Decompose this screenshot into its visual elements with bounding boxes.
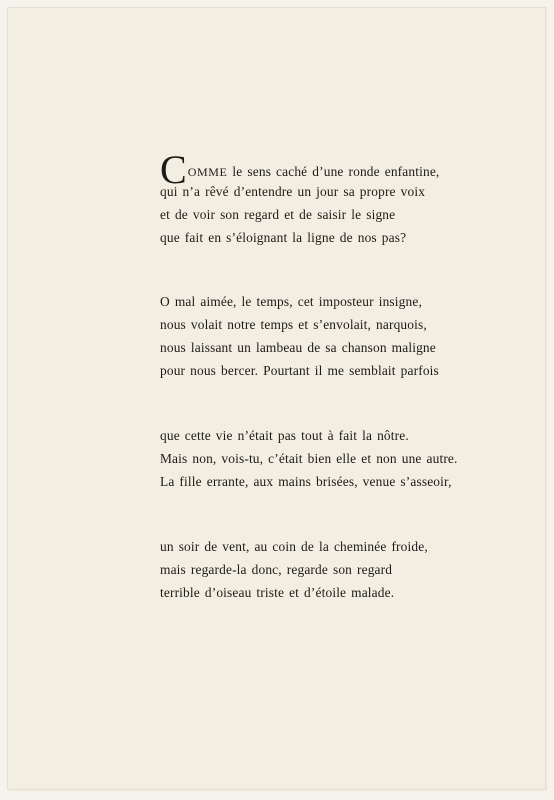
poem-line: Mais non, vois-tu, c’était bien elle et non une autre. xyxy=(160,451,458,466)
poem-line: mais regarde-la donc, regarde son regard xyxy=(160,562,393,577)
stanza-3 xyxy=(160,424,490,493)
poem-line: et de voir son regard et de saisir le signe xyxy=(160,207,396,222)
first-line-text: le sens caché d’une ronde enfantine, xyxy=(227,164,440,179)
drop-cap: C xyxy=(160,147,187,192)
stanza-1 xyxy=(160,147,490,249)
stanza-4 xyxy=(160,535,490,604)
poem-line: pour nous bercer. Pourtant il me semblait parfois xyxy=(160,363,439,378)
poem-line: un soir de vent, au coin de la cheminée froide, xyxy=(160,539,428,554)
poem-line: que fait en s’éloignant la ligne de nos pas? xyxy=(160,230,407,245)
small-caps-word: OMME xyxy=(187,165,228,179)
poem-line: La fille errante, aux mains brisées, venue s’asseoir, xyxy=(160,474,452,489)
poem xyxy=(160,147,490,604)
poem-line: que cette vie n’était pas tout à fait la nôtre. xyxy=(160,428,409,443)
stanza-2 xyxy=(160,290,490,382)
poem-line: nous laissant un lambeau de sa chanson maligne xyxy=(160,340,436,355)
poem-line: terrible d’oiseau triste et d’étoile malade. xyxy=(160,585,395,600)
poem-line: qui n’a rêvé d’entendre un jour sa propre voix xyxy=(160,184,426,199)
poem-line: O mal aimée, le temps, cet imposteur insigne, xyxy=(160,294,422,309)
poem-line: nous volait notre temps et s’envolait, narquois, xyxy=(160,317,427,332)
